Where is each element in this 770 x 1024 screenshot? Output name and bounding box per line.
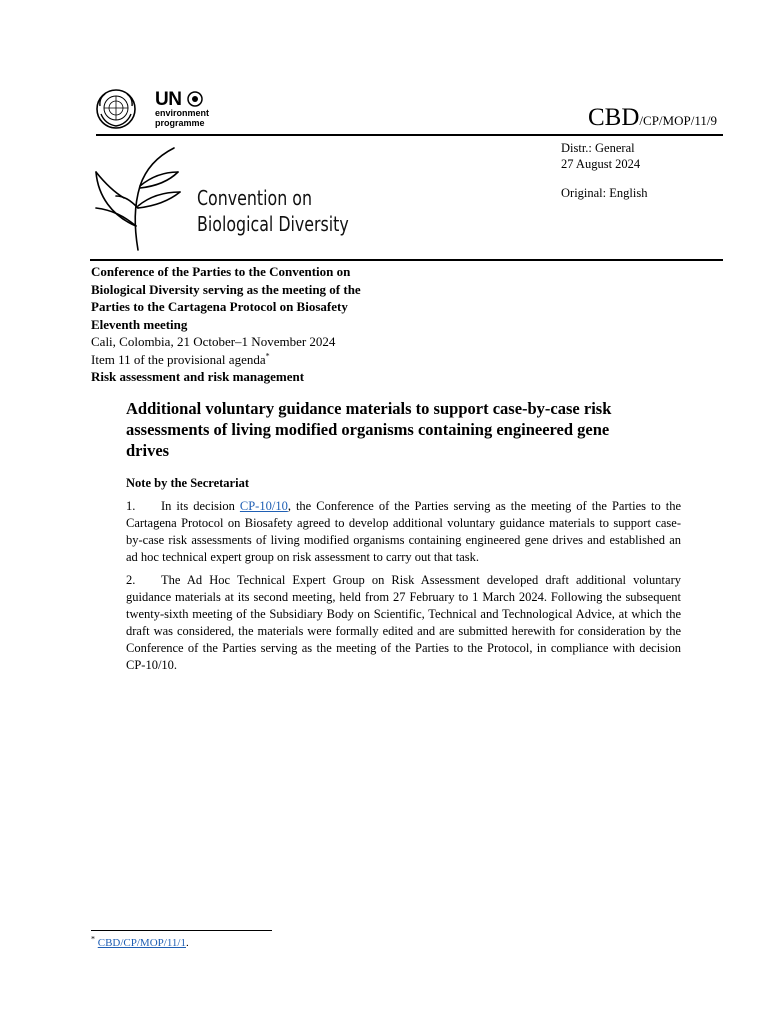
un-environment-logo [95,88,215,134]
paragraph-2 [126,572,681,674]
agenda-item: Item 11 of the provisional agenda [91,351,266,367]
conference-block [91,263,421,386]
footnote-period: . [185,937,189,949]
globe-icon [187,91,203,107]
paragraph-text: The Ad Hoc Technical Expert Group on Risk Assessment developed draft additional voluntary guidance materials at its second meeting, held from 27 February to 1 March 2024. Following the subsequent twenty-sixth meeting of the Subsidiary Body on Scientific, Technical and Technological Advice, at which the draft was considered, the materials were formally edited and are submitted herewith for consideration by the Conference of the Parties serving as the meeting of the Parties to the Protocol, in compliance with decision CP-10/10. [126,573,681,672]
agenda-title: Risk assessment and risk management [91,369,305,384]
paragraph-text: , the Conference of the Parties serving as the meeting of the Parties to the Cartagena Protocol on Biosafety agreed to develop additional voluntary guidance materials to support case-by-case risk assessments of living modified organisms containing engineered gene drives and established an ad hoc technical expert group on risk assessment to carry out that task. [126,499,681,564]
distribution-block [561,140,640,172]
conference-line2: Biological Diversity serving as the meeting of the [91,281,361,297]
cbd-name [197,185,349,237]
un-emblem-icon [95,88,137,130]
document-symbol [588,104,717,132]
note-heading: Note by the Secretariat [126,476,249,490]
footnote-rule [91,930,272,931]
paragraph-1 [126,498,681,566]
paragraph-number: 1. [126,499,136,513]
header-rule [96,134,723,136]
footnote-link[interactable]: CBD/CP/MOP/11/1 [97,937,186,949]
cbd-name-line2: Biological Diversity [197,212,349,236]
symbol-suffix: /CP/MOP/11/9 [639,113,717,128]
distribution: Distr.: General [561,141,635,155]
cbd-name-line1: Convention on [197,186,313,210]
agenda-footnote-mark[interactable]: * [265,351,270,361]
footnote-mark: * [91,934,95,944]
meeting-name: Eleventh meeting [91,316,188,332]
meeting-location: Cali, Colombia, 21 October–1 November 2024 [91,334,336,349]
un-logo-line1: environment [155,108,210,118]
document-title: Additional voluntary guidance materials to support case-by-case risk assessments of living modified organisms containing engineered gene drives [126,399,612,460]
un-logo-big: UN [155,89,182,110]
agenda-item-line [91,351,421,369]
conference-line1: Conference of the Parties to the Convention on [91,264,351,279]
cbd-plant-logo-icon [94,146,182,251]
paragraph-text: In its decision [161,499,240,513]
section-rule [90,259,723,261]
un-logo-line2: programme [155,117,205,128]
conference-line3: Parties to the Cartagena Protocol on Biosafety [91,299,348,314]
decision-link[interactable]: CP-10/10 [239,499,288,513]
paragraph-number: 2. [126,573,136,587]
symbol-main: CBD [588,104,640,131]
footnote [91,934,189,949]
document-date: 27 August 2024 [561,157,641,171]
original-language: Original: English [561,186,648,200]
